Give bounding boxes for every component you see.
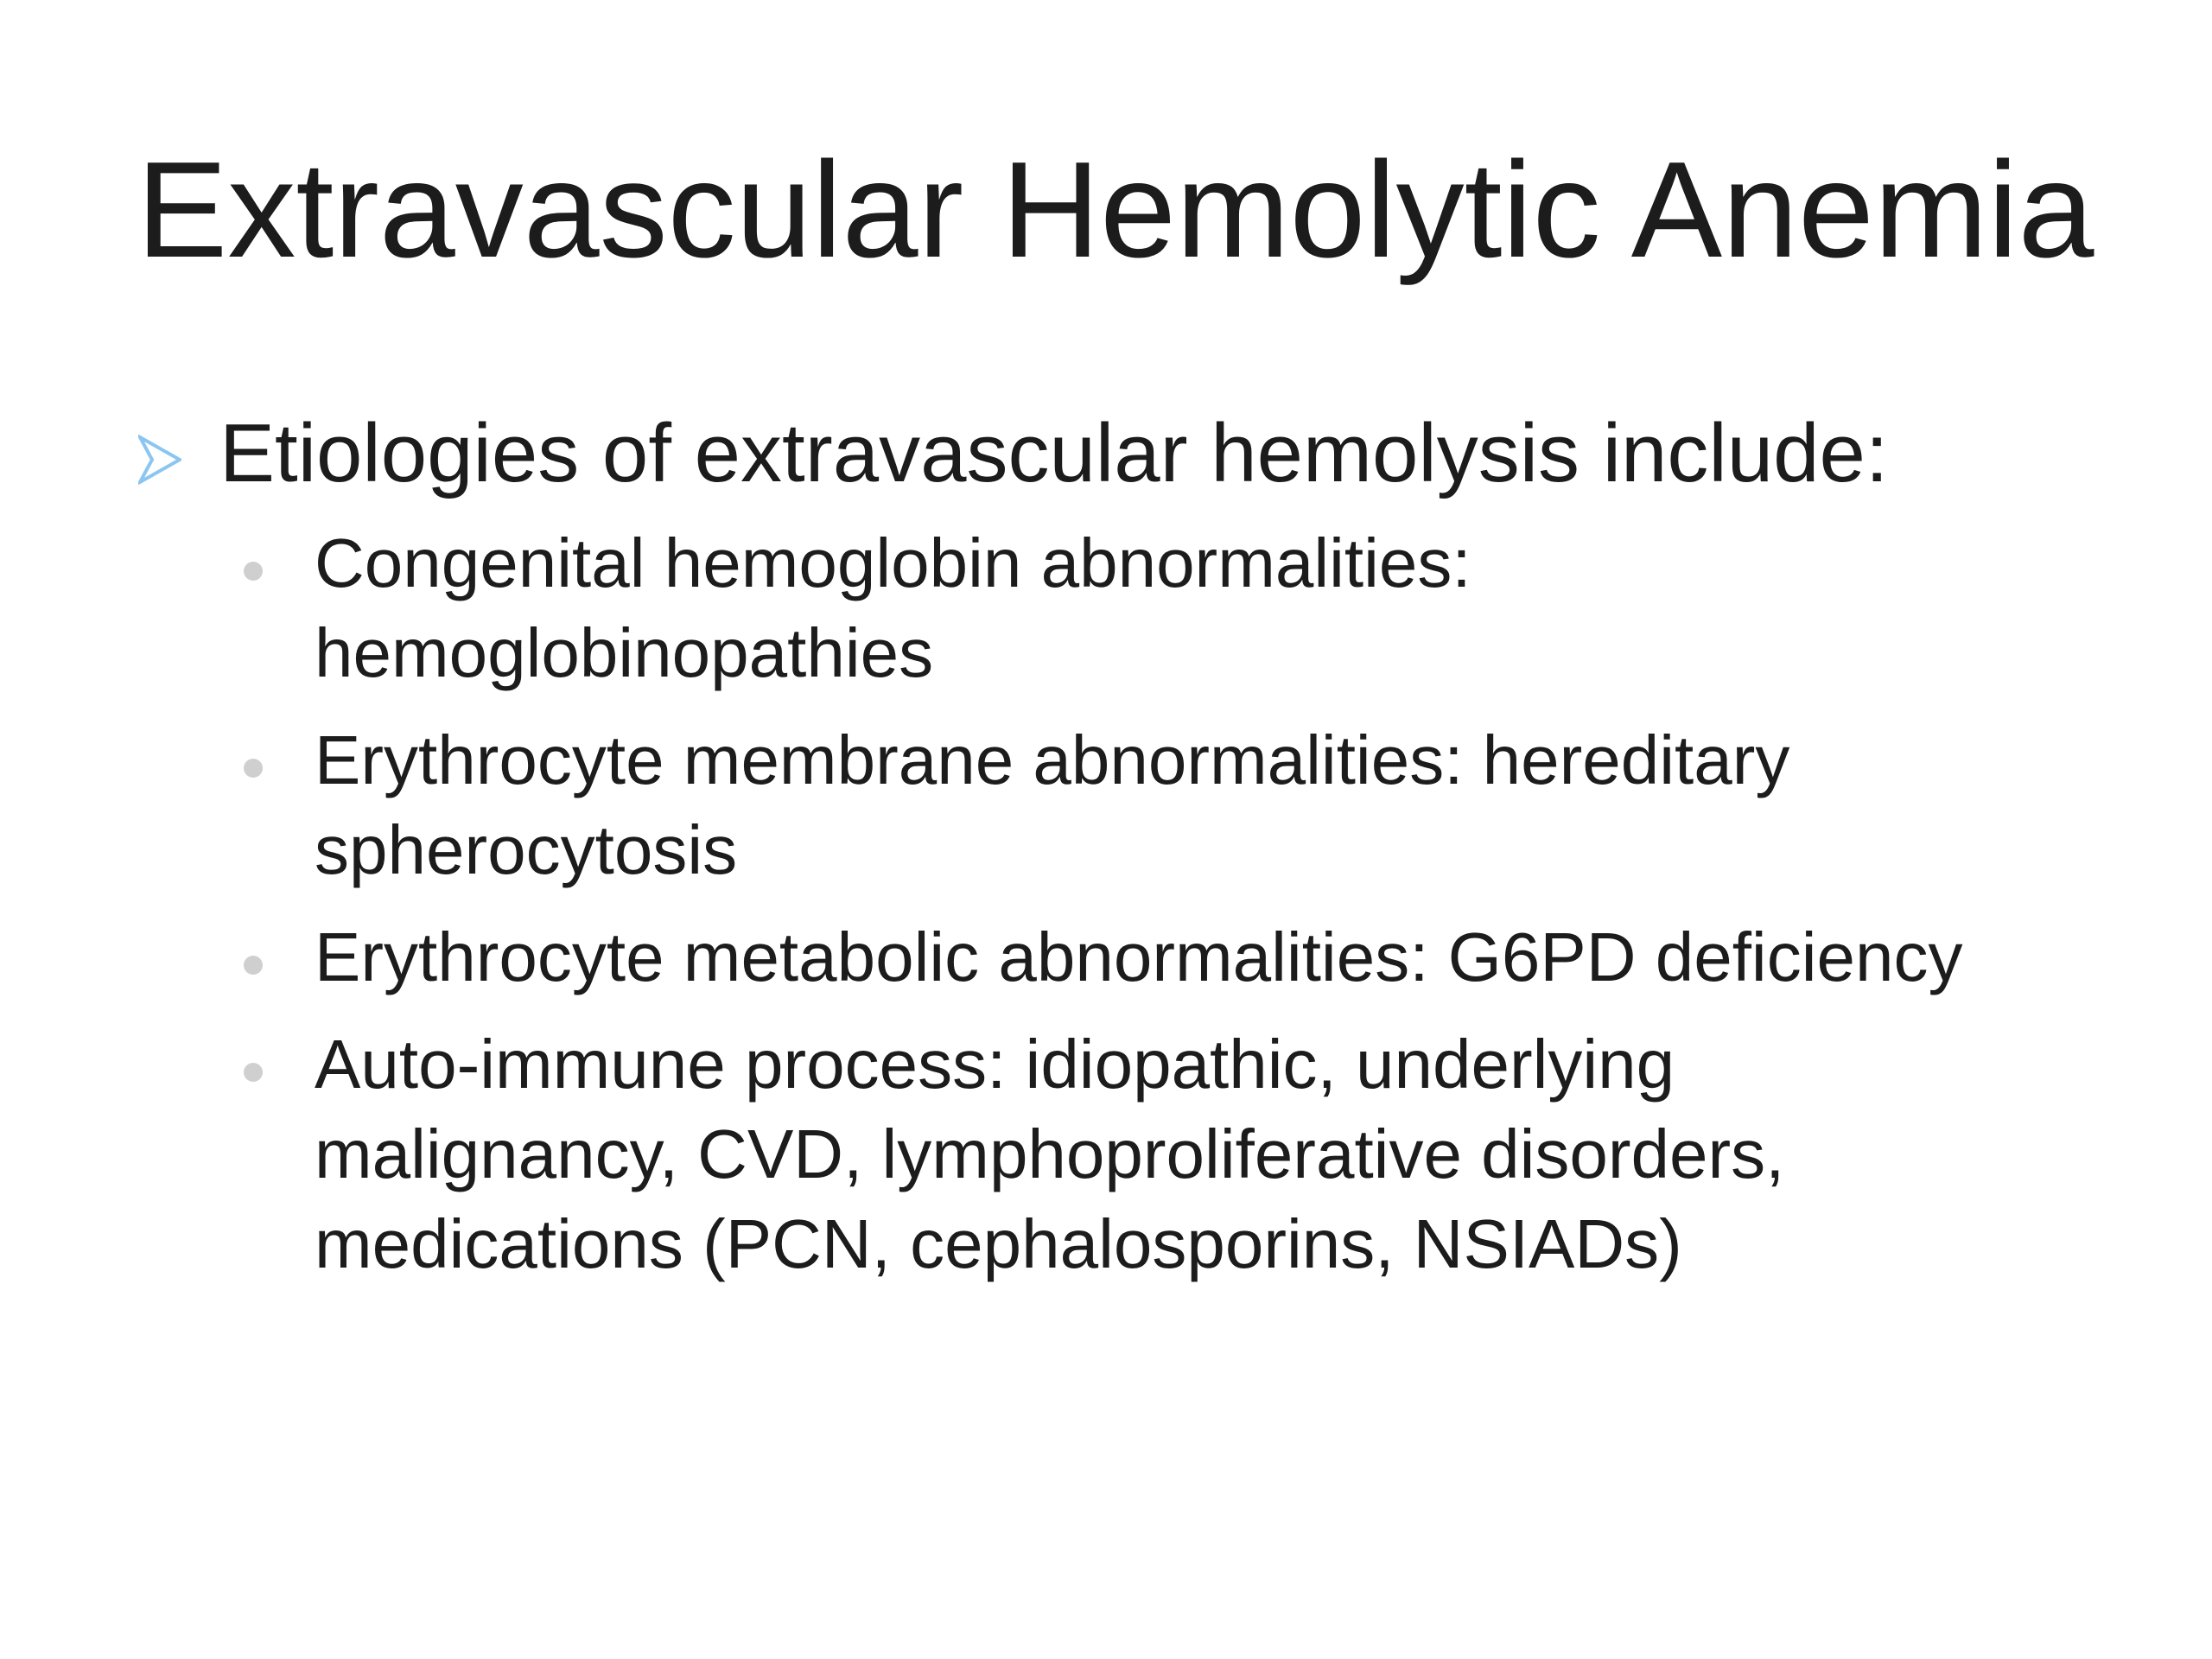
list-item-line: Congenital hemoglobin abnormalities:: [315, 524, 1471, 601]
list-item: [315, 518, 2086, 698]
list-item-line: Auto-immune process: idiopathic, underlying: [315, 1026, 1675, 1103]
dot-bullet-icon: [244, 1063, 263, 1082]
dot-bullet-icon: [244, 562, 263, 581]
slide-title: Extravascular Hemolytic Anemia: [137, 134, 2094, 286]
list-item: [315, 912, 2086, 1002]
sub-bullet-list: [137, 518, 2124, 1289]
list-item-line: hemoglobinopathies: [315, 614, 934, 691]
arrowhead-bullet-icon: [138, 434, 181, 486]
list-item: [315, 1020, 2086, 1289]
main-bullet-text: Etiologies of extravascular hemolysis include:: [219, 407, 1889, 499]
list-item: [315, 715, 2086, 895]
list-item-line: malignancy, CVD, lymphoproliferative disorders,: [315, 1116, 1785, 1192]
dot-bullet-icon: [244, 956, 263, 975]
dot-bullet-icon: [244, 759, 263, 778]
list-item-line: medications (PCN, cephalosporins, NSIADs): [315, 1205, 1682, 1282]
main-bullet: [137, 397, 2124, 510]
list-item-line: Erythrocyte membrane abnormalities: hereditary: [315, 721, 1790, 798]
slide-body: [137, 397, 2124, 1306]
list-item-line: Erythrocyte metabolic abnormalities: G6PD deficiency: [315, 918, 1963, 995]
list-item-line: spherocytosis: [315, 811, 738, 888]
